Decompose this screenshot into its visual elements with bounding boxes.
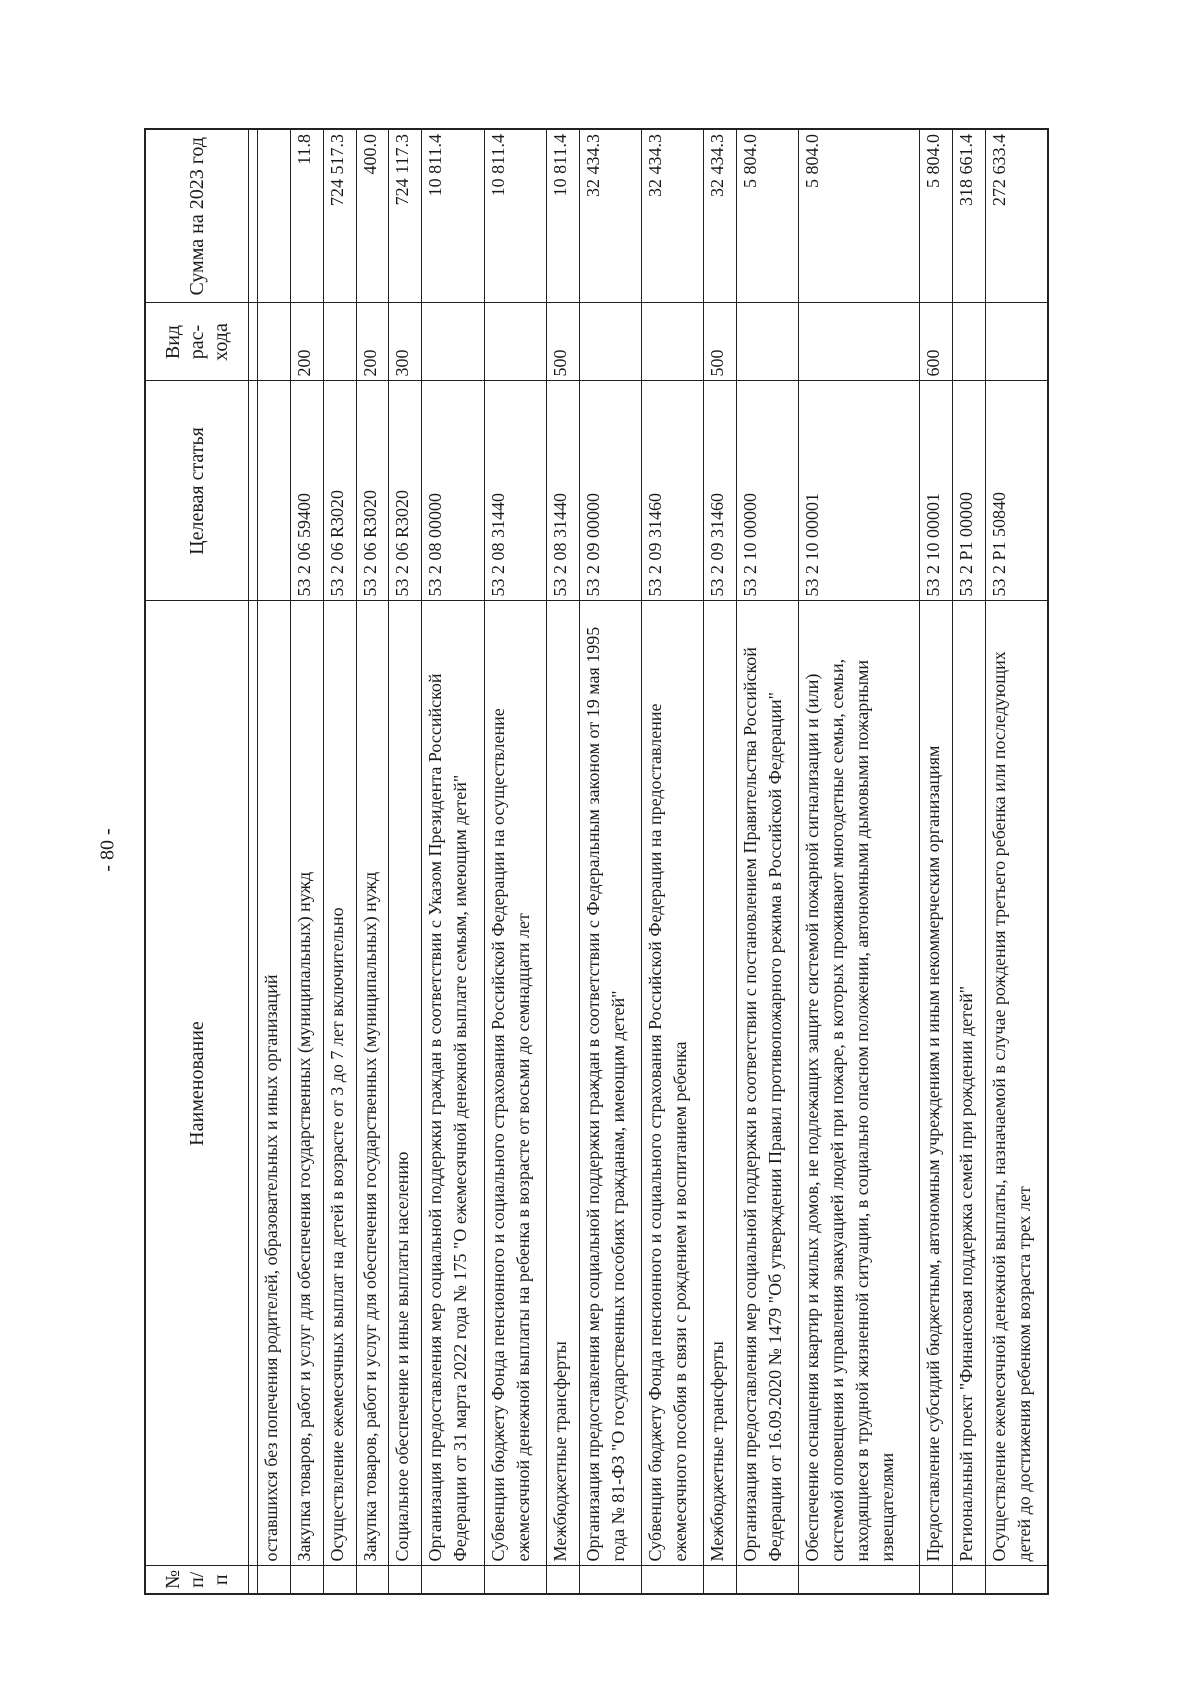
cell-name: Закупка товаров, работ и услуг для обеспечения государственных (муниципальных) нужд xyxy=(356,601,389,1566)
cell-sum: 272 633.4 xyxy=(985,129,1048,303)
cell-type xyxy=(641,303,703,381)
cell-code: 53 2 06 R3020 xyxy=(389,381,422,601)
cell-type xyxy=(422,303,484,381)
cell-sum: 400.0 xyxy=(356,129,389,303)
cell-sum: 318 661.4 xyxy=(952,129,985,303)
cell-name: Социальное обеспечение и иные выплаты населению xyxy=(389,601,422,1566)
header-num: № п/п xyxy=(145,1566,249,1594)
cell-sum: 10 811.4 xyxy=(546,129,579,303)
cell-code: 53 2 P1 50840 xyxy=(985,381,1048,601)
cell-sum: 32 434.3 xyxy=(703,129,736,303)
cell-code: 53 2 08 31440 xyxy=(484,381,546,601)
header-code: Целевая статья xyxy=(145,381,249,601)
cell-code: 53 2 08 31440 xyxy=(546,381,579,601)
cell-code: 53 2 10 00000 xyxy=(736,381,798,601)
cell-type xyxy=(736,303,798,381)
cell-num xyxy=(579,1566,641,1594)
table-row xyxy=(290,129,323,1594)
table-row xyxy=(703,129,736,1594)
cell-type xyxy=(323,303,356,381)
table-row xyxy=(356,129,389,1594)
cell-num xyxy=(703,1566,736,1594)
cell-num xyxy=(641,1566,703,1594)
cell-num xyxy=(323,1566,356,1594)
cell-sum: 10 811.4 xyxy=(422,129,484,303)
cell-sum: 5 804.0 xyxy=(919,129,952,303)
cell-type xyxy=(258,303,291,381)
cell-type: 200 xyxy=(356,303,389,381)
cell-type: 200 xyxy=(290,303,323,381)
cell-type xyxy=(484,303,546,381)
table-row xyxy=(919,129,952,1594)
cell-sum: 724 517.3 xyxy=(323,129,356,303)
table-row xyxy=(641,129,703,1594)
cell-num xyxy=(290,1566,323,1594)
cell-sum: 32 434.3 xyxy=(579,129,641,303)
table-row xyxy=(985,129,1048,1594)
table-body xyxy=(249,129,1049,1594)
header-type: Вид рас-хода xyxy=(145,303,249,381)
cell-name: Предоставление субсидий бюджетным, автономным учреждениям и иным некоммерческим организациям xyxy=(919,601,952,1566)
table-header xyxy=(145,129,249,1594)
cell-num xyxy=(356,1566,389,1594)
cell-sum: 10 811.4 xyxy=(484,129,546,303)
cell-name: Организация предоставления мер социальной поддержки граждан в соответствии с Указом Президента Российской Федерации от 31 марта 2022 года № 175 "О ежемесячной денежной выплате семьям, имеющим детей" xyxy=(422,601,484,1566)
cell-name: Осуществление ежемесячных выплат на детей в возрасте от 3 до 7 лет включительно xyxy=(323,601,356,1566)
cell-name: Осуществление ежемесячной денежной выплаты, назначаемой в случае рождения третьего ребенка или последующих детей до достижения ребенком возраста трех лет xyxy=(985,601,1048,1566)
cell-num xyxy=(952,1566,985,1594)
rotated-table-container xyxy=(144,130,1049,1595)
cell-name: Межбюджетные трансферты xyxy=(703,601,736,1566)
cell-sum: 11.8 xyxy=(290,129,323,303)
cell-code: 53 2 08 00000 xyxy=(422,381,484,601)
cell-num xyxy=(484,1566,546,1594)
cell-code: 53 2 09 00000 xyxy=(579,381,641,601)
table-row xyxy=(799,129,920,1594)
table-row xyxy=(579,129,641,1594)
cell-code: 53 2 10 00001 xyxy=(919,381,952,601)
cell-sum: 724 117.3 xyxy=(389,129,422,303)
cell-sum: 32 434.3 xyxy=(641,129,703,303)
cell-num xyxy=(799,1566,920,1594)
cell-code: 53 2 P1 00000 xyxy=(952,381,985,601)
cell-name: Организация предоставления мер социальной поддержки граждан в соответствии с Федеральным законом от 19 мая 1995 года № 81-ФЗ "О государственных пособиях гражданам, имеющим детей" xyxy=(579,601,641,1566)
table-row xyxy=(422,129,484,1594)
cell-code: 53 2 09 31460 xyxy=(703,381,736,601)
cell-num xyxy=(919,1566,952,1594)
cell-type: 500 xyxy=(546,303,579,381)
budget-table xyxy=(144,128,1049,1595)
cell-sum: 5 804.0 xyxy=(736,129,798,303)
cell-type xyxy=(952,303,985,381)
table-row xyxy=(484,129,546,1594)
cell-code: 53 2 09 31460 xyxy=(641,381,703,601)
cell-type: 500 xyxy=(703,303,736,381)
cell-sum: 5 804.0 xyxy=(799,129,920,303)
cell-type xyxy=(985,303,1048,381)
cell-name: Субвенции бюджету Фонда пенсионного и социального страхования Российской Федерации на осуществление ежемесячной денежной выплаты на ребенка в возрасте от восьми до семнадцати лет xyxy=(484,601,546,1566)
cell-name: оставшихся без попечения родителей, образовательных и иных организаций xyxy=(258,601,291,1566)
cell-name: Организация предоставления мер социальной поддержки в соответствии с постановлением Правительства Российской Федерации от 16.09.2020 № 1479 "Об утверждении Правил противопожарного режима в Российской Федерации" xyxy=(736,601,798,1566)
table-row xyxy=(389,129,422,1594)
cell-type: 300 xyxy=(389,303,422,381)
table-row xyxy=(258,129,291,1594)
cell-num xyxy=(546,1566,579,1594)
cell-code xyxy=(258,381,291,601)
cell-num xyxy=(985,1566,1048,1594)
page-number: - 80 - xyxy=(96,828,119,872)
cell-name: Обеспечение оснащения квартир и жилых домов, не подлежащих защите системой пожарной сигнализации и (или) системой оповещения и управления эвакуацией людей при пожаре, в которых проживают многодетные семьи, семьи, находящиеся в трудной жизненной ситуации, в социально опасном положении, автономными дымовыми пожарными извещателями xyxy=(799,601,920,1566)
cell-code: 53 2 06 59400 xyxy=(290,381,323,601)
header-sum: Сумма на 2023 год xyxy=(145,129,249,303)
cell-sum xyxy=(258,129,291,303)
table-row xyxy=(546,129,579,1594)
cell-type xyxy=(799,303,920,381)
cell-num xyxy=(389,1566,422,1594)
cell-name: Субвенции бюджету Фонда пенсионного и социального страхования Российской Федерации на предоставление ежемесячного пособия в связи с рождением и воспитанием ребенка xyxy=(641,601,703,1566)
cell-type xyxy=(579,303,641,381)
cell-code: 53 2 06 R3020 xyxy=(323,381,356,601)
cell-num xyxy=(736,1566,798,1594)
header-name: Наименование xyxy=(145,601,249,1566)
table-row xyxy=(736,129,798,1594)
header-row xyxy=(145,129,249,1594)
cell-num xyxy=(258,1566,291,1594)
spacer-row xyxy=(249,129,258,1594)
cell-name: Региональный проект "Финансовая поддержка семей при рождении детей" xyxy=(952,601,985,1566)
cell-type: 600 xyxy=(919,303,952,381)
cell-num xyxy=(422,1566,484,1594)
cell-code: 53 2 10 00001 xyxy=(799,381,920,601)
cell-name: Закупка товаров, работ и услуг для обеспечения государственных (муниципальных) нужд xyxy=(290,601,323,1566)
table-row xyxy=(323,129,356,1594)
table-row xyxy=(952,129,985,1594)
cell-code: 53 2 06 R3020 xyxy=(356,381,389,601)
cell-name: Межбюджетные трансферты xyxy=(546,601,579,1566)
